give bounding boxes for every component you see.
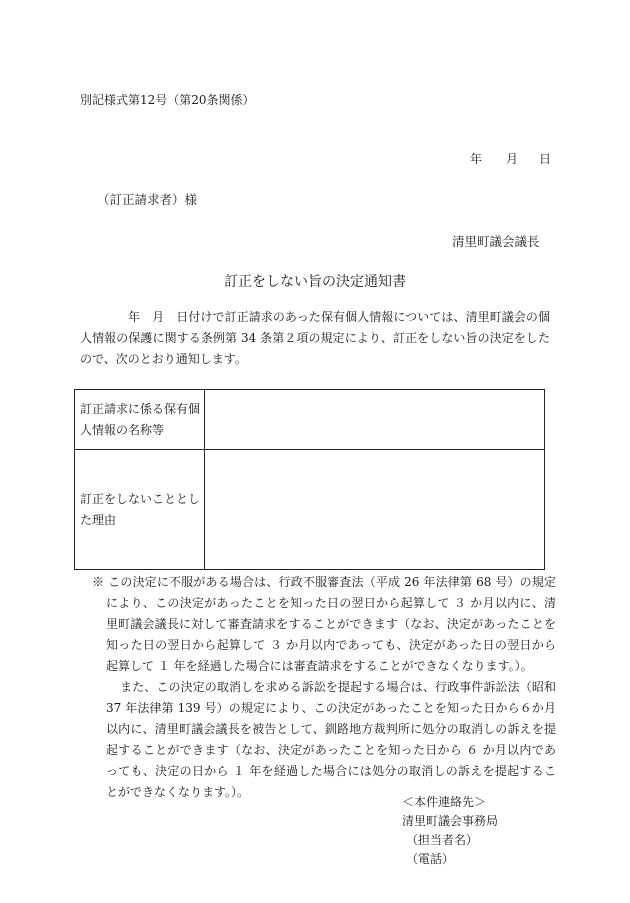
sender: 清里町議会議長 bbox=[452, 234, 540, 249]
document-title: 訂正をしない旨の決定通知書 bbox=[224, 274, 406, 290]
note-appeal: ※ この決定に不服がある場合は、行政不服審査法（平成 26 年法律第 68 号）の規定により、この決定があったことを知った日の翌日から起算して ３ か月以内に、清里町議会議長に対して審査請求をすることができます（なお、決定があったことを知った日の翌日から起算して ３ か月以内であっても、決定があった日の翌日から起算して １ 年を経過した場合には審査請求をすることができなくなります。）。 bbox=[92, 575, 556, 673]
date-year-label: 年 bbox=[470, 152, 483, 166]
contact-phone: （電話） bbox=[406, 852, 455, 866]
table-row-value bbox=[205, 390, 545, 450]
table-row-label: 訂正請求に係る保有個人情報の名称等 bbox=[75, 390, 205, 450]
contact-heading: ＜本件連絡先＞ bbox=[402, 795, 487, 809]
contact-block bbox=[402, 793, 498, 869]
addressee: （訂正請求者）様 bbox=[97, 192, 198, 207]
body-paragraph: 年 月 日付けで訂正請求のあった保有個人情報については、清里町議会の個人情報の保護に関する条例第 34 条第２項の規定により、訂正をしない旨の決定をしたので、次のとおり通知します。 bbox=[80, 310, 550, 366]
table-row bbox=[75, 390, 545, 450]
table-row bbox=[75, 450, 545, 570]
date-month-label: 月 bbox=[506, 152, 519, 166]
contact-office: 清里町議会事務局 bbox=[402, 814, 499, 828]
note-lawsuit: また、この決定の取消しを求める訴訟を提起する場合は、行政事件訴訟法（昭和 37 年法律第 139 号）の規定により、この決定があったことを知った日から６か月以内に、清里町議会議長を被告として、釧路地方裁判所に処分の取消しの訴えを提起することができます（なお、決定があったことを知った日から ６ か月以内であっても、決定の日から １ 年を経過した場合には処分の取消しの訴えを提起することができなくなります。）。 bbox=[106, 680, 556, 799]
date-day-label: 日 bbox=[539, 152, 552, 166]
contact-person: （担当者名） bbox=[406, 833, 479, 847]
form-number: 別記様式第12号（第20条関係） bbox=[80, 93, 255, 107]
table-row-label: 訂正をしないこととした理由 bbox=[75, 450, 205, 570]
info-table bbox=[74, 389, 545, 570]
notes bbox=[92, 572, 556, 803]
table-row-value bbox=[205, 450, 545, 570]
